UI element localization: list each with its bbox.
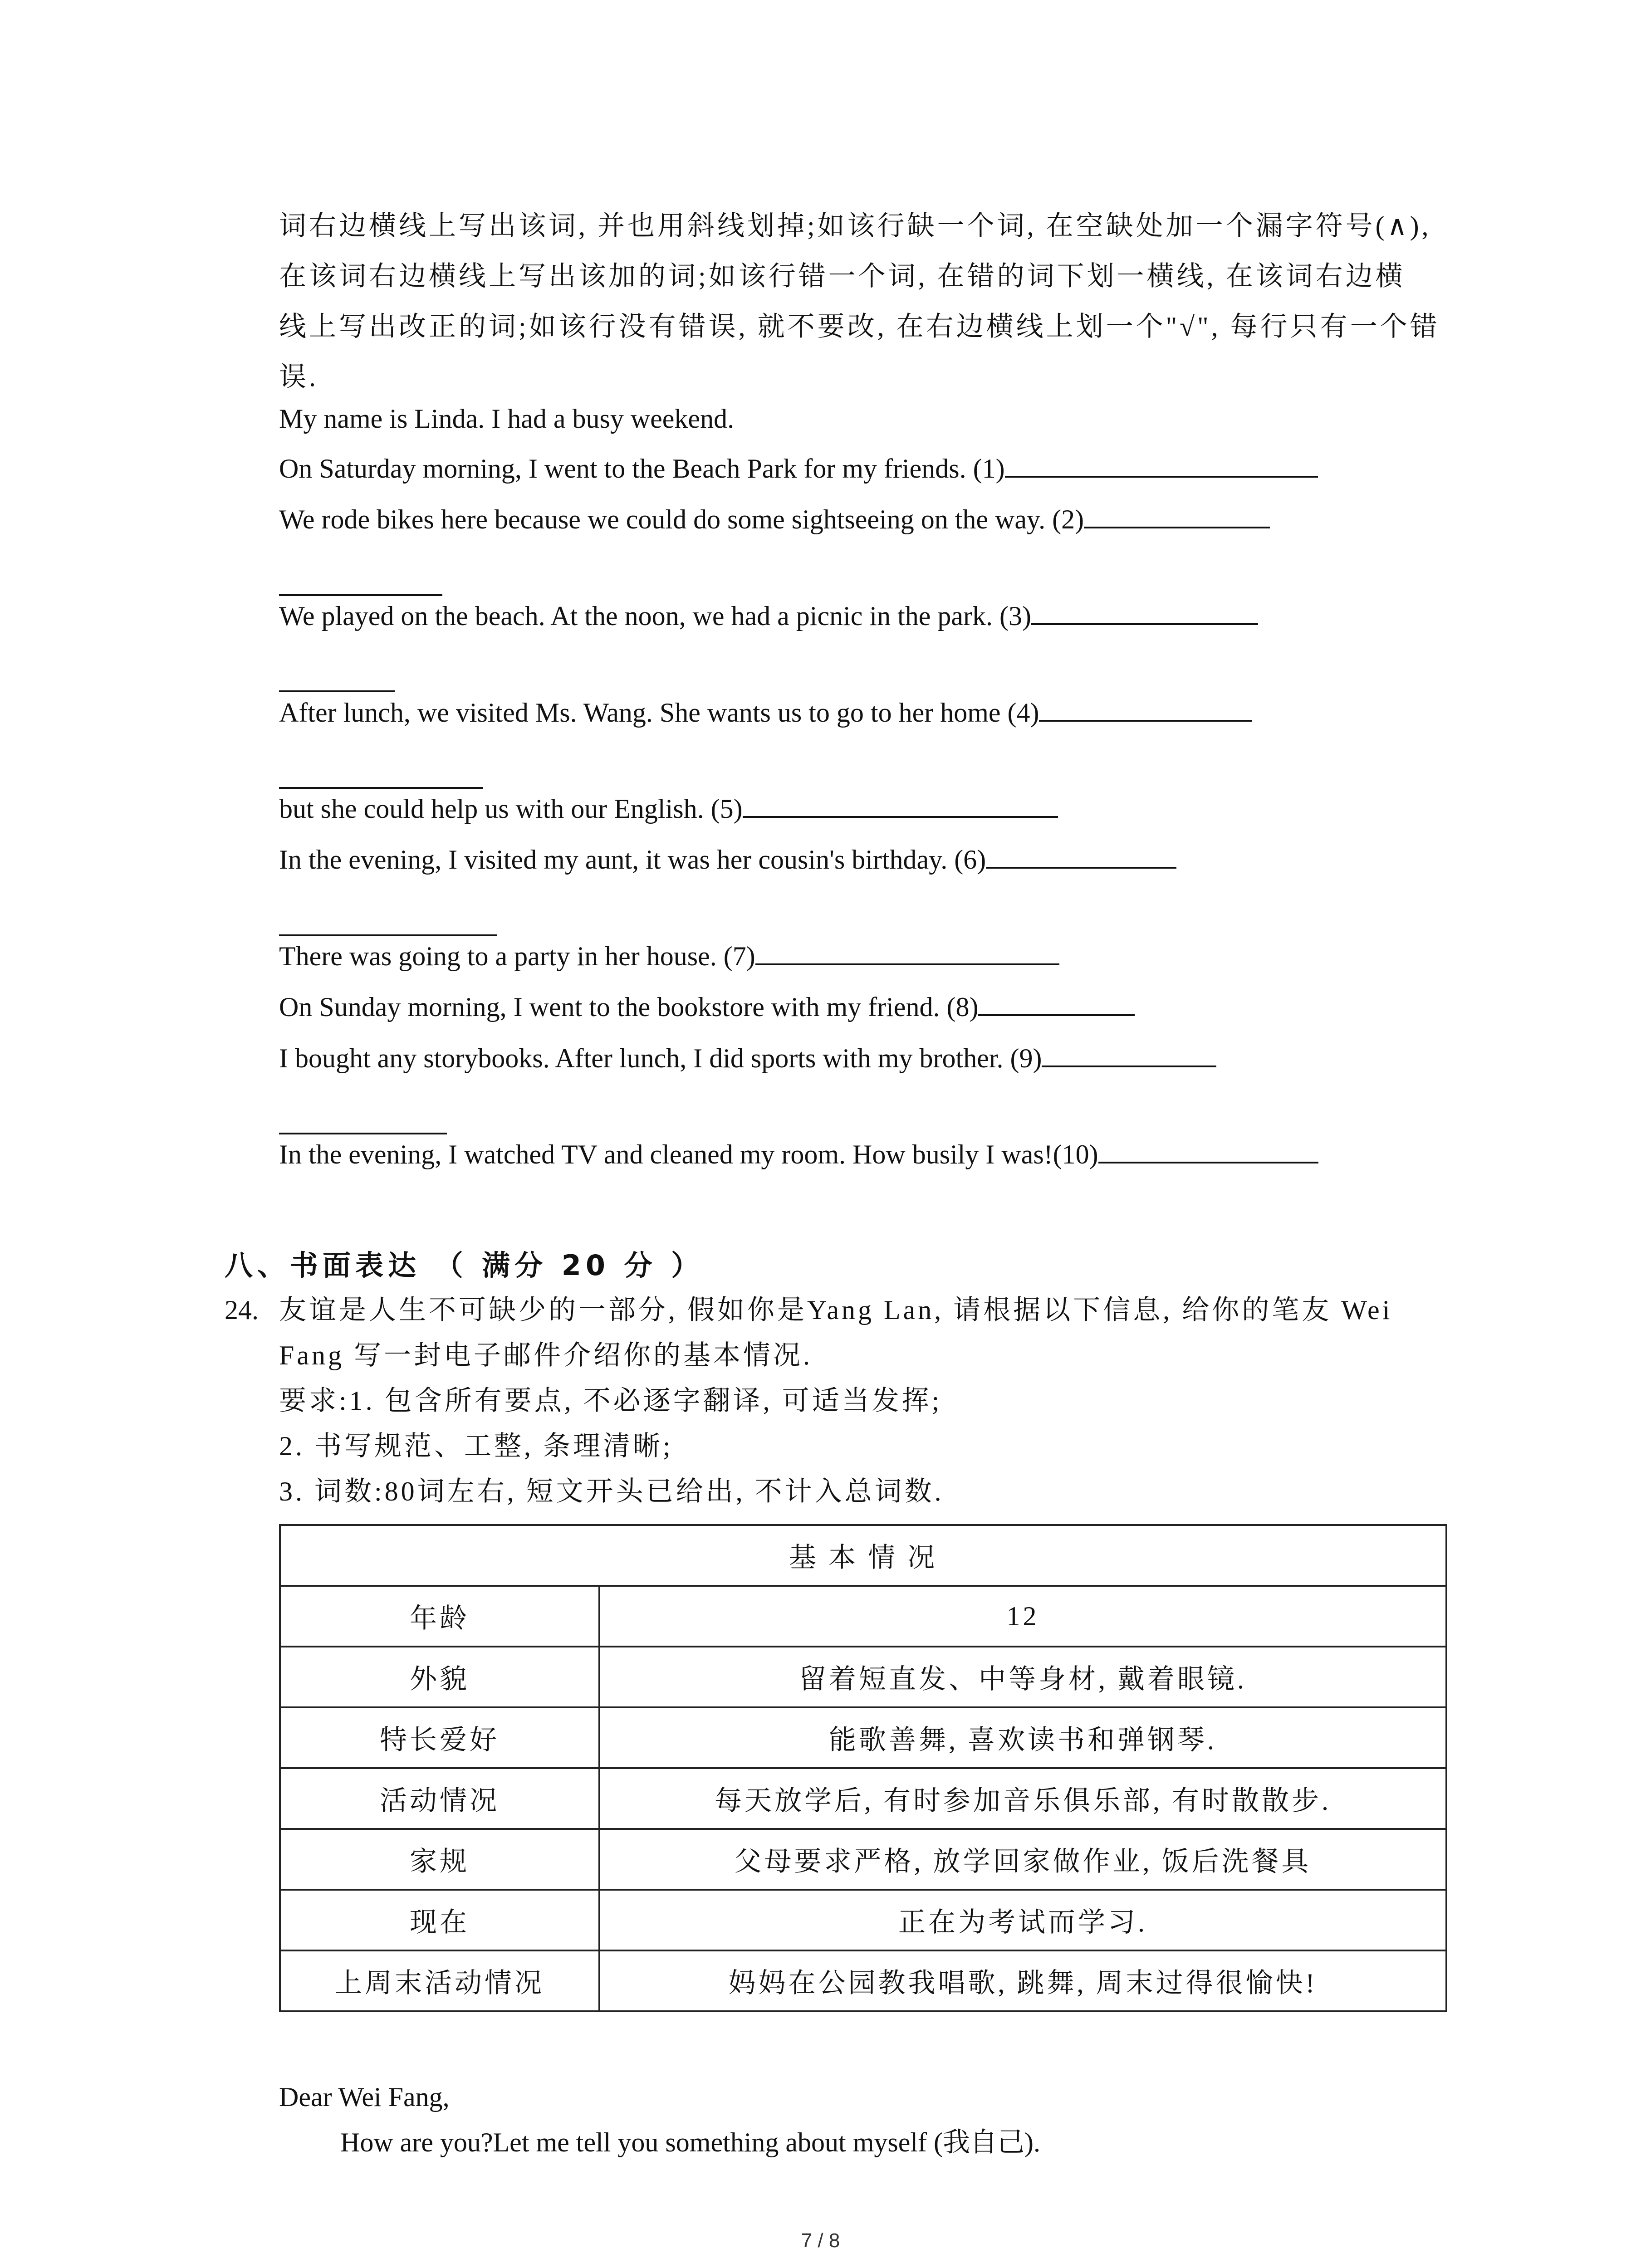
requirement-line: 要求:1. 包含所有要点, 不必逐字翻译, 可适当发挥; — [279, 1386, 942, 1416]
table-row — [280, 1829, 1446, 1890]
table-key: 特长爱好 — [280, 1707, 599, 1768]
requirement-line: 2. 书写规范、工整, 条理清晰; — [279, 1431, 673, 1461]
passage-line-2 — [279, 504, 1270, 534]
answer-blank-6-continued[interactable] — [279, 934, 497, 936]
passage-line-text: but she could help us with our English. (5) — [279, 794, 743, 824]
question-line: Fang 写一封电子邮件介绍你的基本情况. — [279, 1340, 813, 1370]
basic-info-table — [279, 1524, 1447, 2012]
passage-line-7 — [279, 941, 1059, 971]
table-row — [280, 1707, 1446, 1768]
section-heading: 八、书面表达 （ 满分 20 分 ） — [225, 1249, 704, 1282]
letter-opening: How are you?Let me tell you something about myself (我自己). — [340, 2127, 1040, 2157]
passage-line-10 — [279, 1139, 1318, 1169]
passage-line-text: In the evening, I watched TV and cleaned my room. How busily I was!(10) — [279, 1139, 1098, 1169]
passage-line-text: We played on the beach. At the noon, we had a picnic in the park. (3) — [279, 601, 1031, 631]
page-number: 7 / 8 — [801, 2229, 840, 2252]
answer-blank-2-continued[interactable] — [279, 594, 442, 596]
question-line: 友谊是人生不可缺少的一部分, 假如你是Yang Lan, 请根据以下信息, 给你的笔友 Wei — [279, 1295, 1393, 1325]
instruction-line: 线上写出改正的词;如该行没有错误, 就不要改, 在右边横线上划一个"√", 每行只有一个错 — [279, 312, 1440, 342]
table-key: 外貌 — [280, 1647, 599, 1707]
passage-line-text: There was going to a party in her house. (7) — [279, 941, 755, 971]
answer-blank-3-continued[interactable] — [279, 690, 395, 692]
table-key: 现在 — [280, 1890, 599, 1950]
instruction-line: 词右边横线上写出该词, 并也用斜线划掉;如该行缺一个词, 在空缺处加一个漏字符号(∧), — [279, 211, 1431, 241]
passage-line-text: On Saturday morning, I went to the Beach Park for my friends. (1) — [279, 454, 1005, 484]
table-value: 留着短直发、中等身材, 戴着眼镜. — [599, 1647, 1446, 1707]
table-row — [280, 1525, 1446, 1586]
table-row — [280, 1890, 1446, 1950]
answer-blank-10[interactable] — [1098, 1162, 1318, 1163]
passage-line-3 — [279, 601, 1258, 631]
table-value: 能歌善舞, 喜欢读书和弹钢琴. — [599, 1707, 1446, 1768]
table-key: 年龄 — [280, 1586, 599, 1647]
passage-line-8 — [279, 992, 1135, 1022]
requirement-line: 3. 词数:80词左右, 短文开头已给出, 不计入总词数. — [279, 1476, 944, 1506]
answer-blank-1[interactable] — [1005, 476, 1318, 478]
table-value: 每天放学后, 有时参加音乐俱乐部, 有时散散步. — [599, 1768, 1446, 1829]
table-row — [280, 1647, 1446, 1707]
table-key: 上周末活动情况 — [280, 1950, 599, 2011]
passage-line-text: On Sunday morning, I went to the bookstore with my friend. (8) — [279, 992, 979, 1022]
passage-line-text: After lunch, we visited Ms. Wang. She wants us to go to her home (4) — [279, 698, 1039, 728]
passage-line-4 — [279, 698, 1252, 728]
passage-line-text: We rode bikes here because we could do some sightseeing on the way. (2) — [279, 504, 1084, 534]
letter-salutation: Dear Wei Fang, — [279, 2082, 450, 2112]
instruction-line: 误. — [279, 362, 318, 392]
instruction-line: 在该词右边横线上写出该加的词;如该行错一个词, 在错的词下划一横线, 在该词右边横 — [279, 261, 1406, 291]
passage-line-text: In the evening, I visited my aunt, it was her cousin's birthday. (6) — [279, 845, 986, 875]
table-value: 正在为考试而学习. — [599, 1890, 1446, 1950]
answer-blank-7[interactable] — [755, 963, 1059, 965]
passage-line-5 — [279, 794, 1058, 824]
question-number: 24. — [225, 1295, 259, 1325]
answer-blank-2[interactable] — [1084, 527, 1270, 528]
answer-blank-4-continued[interactable] — [279, 787, 483, 789]
passage-line-text: I bought any storybooks. After lunch, I did sports with my brother. (9) — [279, 1043, 1042, 1073]
table-value: 妈妈在公园教我唱歌, 跳舞, 周末过得很愉快! — [599, 1950, 1446, 2011]
table-value: 父母要求严格, 放学回家做作业, 饭后洗餐具 — [599, 1829, 1446, 1890]
answer-blank-4[interactable] — [1039, 720, 1252, 722]
answer-blank-6[interactable] — [986, 867, 1176, 869]
answer-blank-9-continued[interactable] — [279, 1133, 447, 1134]
answer-blank-3[interactable] — [1031, 623, 1258, 625]
table-value: 12 — [599, 1586, 1446, 1647]
answer-blank-5[interactable] — [743, 816, 1058, 818]
table-title: 基 本 情 况 — [280, 1525, 1446, 1586]
instructions — [279, 211, 1463, 412]
table-key: 活动情况 — [280, 1768, 599, 1829]
passage-line-6 — [279, 845, 1176, 875]
passage-line-9 — [279, 1043, 1216, 1073]
answer-blank-8[interactable] — [978, 1014, 1135, 1016]
table-row — [280, 1586, 1446, 1647]
table-key: 家规 — [280, 1829, 599, 1890]
passage-intro: My name is Linda. I had a busy weekend. — [279, 404, 735, 434]
table-row — [280, 1950, 1446, 2011]
passage-line-1 — [279, 454, 1318, 484]
answer-blank-9[interactable] — [1042, 1066, 1216, 1067]
table-row — [280, 1768, 1446, 1829]
